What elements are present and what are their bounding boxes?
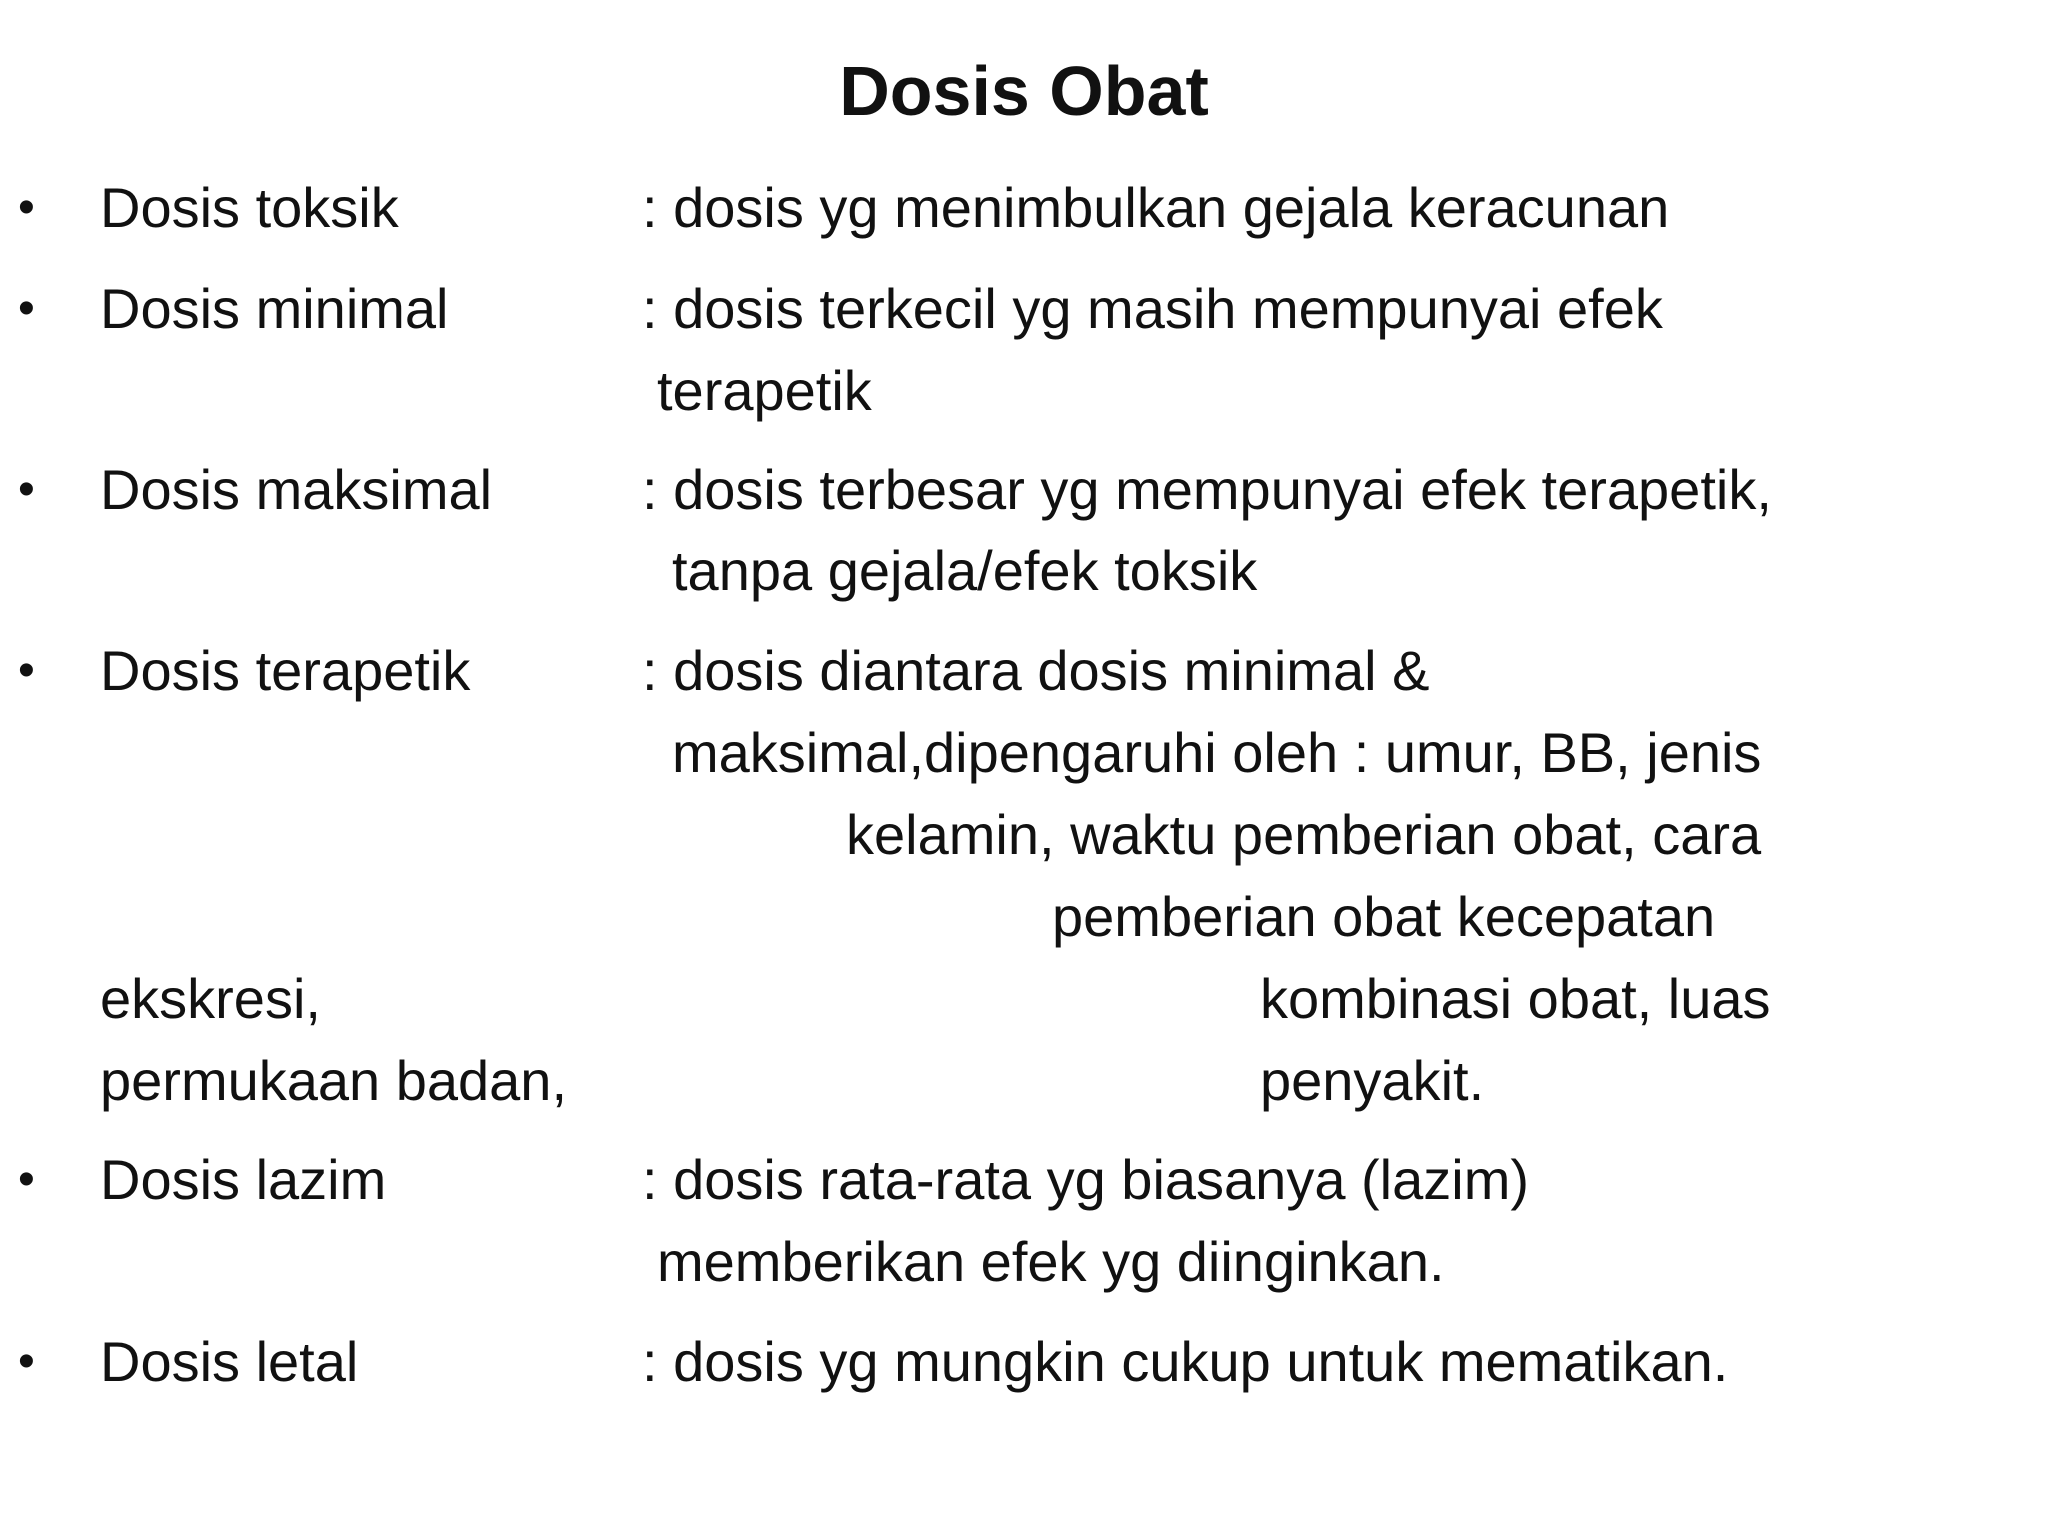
definition-line: memberikan efek yg diinginkan. [657, 1230, 1445, 1293]
bullet-icon: • [18, 1153, 35, 1206]
definition-line: terapetik [657, 359, 872, 422]
definition-line: : dosis diantara dosis minimal & [642, 639, 1430, 702]
definition-line: : dosis yg mungkin cukup untuk mematikan. [642, 1330, 1729, 1393]
bullet-icon: • [18, 1335, 35, 1388]
term-dosis-terapetik: Dosis terapetik [100, 639, 471, 702]
definition-line: : dosis terbesar yg mempunyai efek terapetik, [642, 458, 1772, 521]
definition-line: tanpa gejala/efek toksik [672, 539, 1258, 602]
bullet-icon: • [18, 181, 35, 234]
definition-line: : dosis rata-rata yg biasanya (lazim) [642, 1148, 1530, 1211]
term-dosis-maksimal: Dosis maksimal [100, 458, 493, 521]
term-dosis-toksik: Dosis toksik [100, 176, 399, 239]
bullet-icon: • [18, 282, 35, 335]
bullet-icon: • [18, 644, 35, 697]
definition-line: pemberian obat kecepatan [1052, 885, 1716, 948]
definition-line: : dosis terkecil yg masih mempunyai efek [642, 277, 1663, 340]
definition-line: : dosis yg menimbulkan gejala keracunan [642, 176, 1670, 239]
definition-line-left: ekskresi, [100, 967, 321, 1030]
definition-line: kombinasi obat, luas [1260, 967, 1771, 1030]
term-dosis-letal: Dosis letal [100, 1330, 359, 1393]
bullet-icon: • [18, 463, 35, 516]
term-dosis-lazim: Dosis lazim [100, 1148, 387, 1211]
definition-line: penyakit. [1260, 1049, 1485, 1112]
definition-line: kelamin, waktu pemberian obat, cara [846, 803, 1762, 866]
slide-title: Dosis Obat [839, 52, 1209, 130]
term-dosis-minimal: Dosis minimal [100, 277, 449, 340]
definition-line-left: permukaan badan, [100, 1049, 568, 1112]
definition-line: maksimal,dipengaruhi oleh : umur, BB, jenis [672, 721, 1762, 784]
